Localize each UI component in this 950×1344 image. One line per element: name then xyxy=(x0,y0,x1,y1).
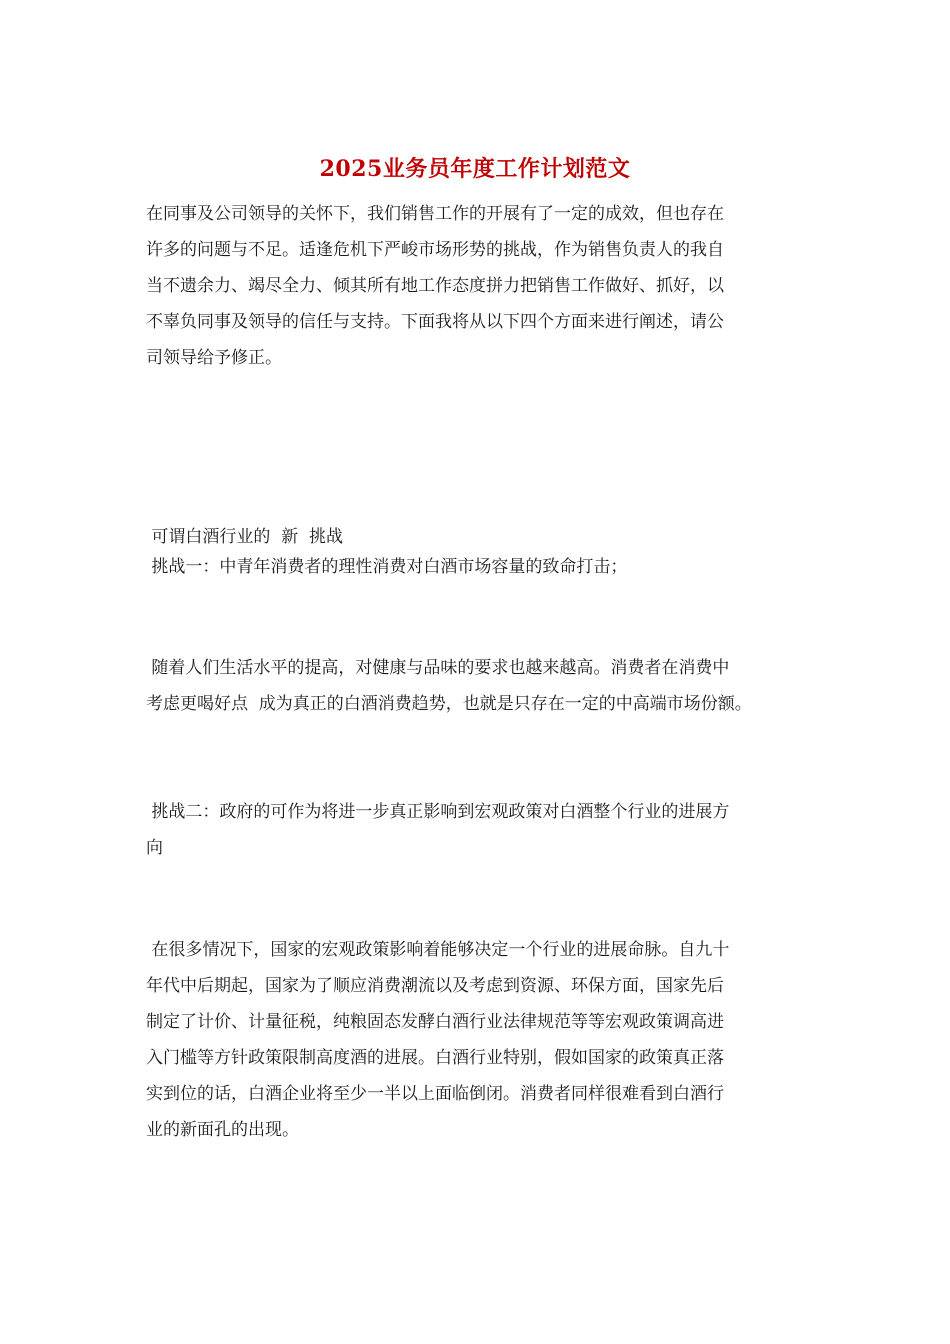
challenge-two-line: 向 xyxy=(146,838,163,858)
challenge-one-heading xyxy=(146,549,818,585)
policy-line: 在很多情况下，国家的宏观政策影响着能够决定一个行业的进展命脉。自九十 xyxy=(146,940,730,960)
section-heading-text: 可谓白酒行业的 新 挑战 xyxy=(146,527,344,547)
policy-line: 业的新面孔的出现。 xyxy=(146,1120,299,1140)
policy-line: 入门槛等方针政策限制高度酒的进展。白酒行业特别，假如国家的政策真正落 xyxy=(146,1048,724,1068)
challenge-two-heading xyxy=(146,794,818,866)
intro-line: 在同事及公司领导的关怀下，我们销售工作的开展有了一定的成效，但也存在 xyxy=(146,204,724,224)
intro-line: 司领导给予修正。 xyxy=(146,348,282,368)
challenge-two-line: 挑战二：政府的可作为将进一步真正影响到宏观政策对白酒整个行业的进展方 xyxy=(146,802,730,822)
policy-line: 实到位的话，白酒企业将至少一半以上面临倒闭。消费者同样很难看到白酒行 xyxy=(146,1084,724,1104)
challenge-one-paragraph xyxy=(146,650,818,722)
intro-line: 当不遗余力、竭尽全力、倾其所有地工作态度拼力把销售工作做好、抓好，以 xyxy=(146,276,724,296)
challenge-one-line: 考虑更喝好点 成为真正的白酒消费趋势，也就是只存在一定的中高端市场份额。 xyxy=(146,694,752,714)
policy-line: 年代中后期起，国家为了顺应消费潮流以及考虑到资源、环保方面，国家先后 xyxy=(146,976,724,996)
section-heading xyxy=(146,447,818,627)
challenge-one-heading-text: 挑战一：中青年消费者的理性消费对白酒市场容量的致命打击； xyxy=(146,557,628,577)
challenge-one-line: 随着人们生活水平的提高，对健康与品味的要求也越来越高。消费者在消费中 xyxy=(146,658,730,678)
policy-line: 制定了计价、计量征税，纯粮固态发酵白酒行业法律规范等等宏观政策调高进 xyxy=(146,1012,724,1032)
intro-paragraph xyxy=(146,196,818,376)
document-title: 2025业务员年度工作计划范文 xyxy=(319,156,631,182)
policy-paragraph xyxy=(146,932,818,1148)
intro-line: 不辜负同事及领导的信任与支持。下面我将从以下四个方面来进行阐述，请公 xyxy=(146,312,724,332)
intro-line: 许多的问题与不足。适逢危机下严峻市场形势的挑战，作为销售负责人的我自 xyxy=(146,240,724,260)
